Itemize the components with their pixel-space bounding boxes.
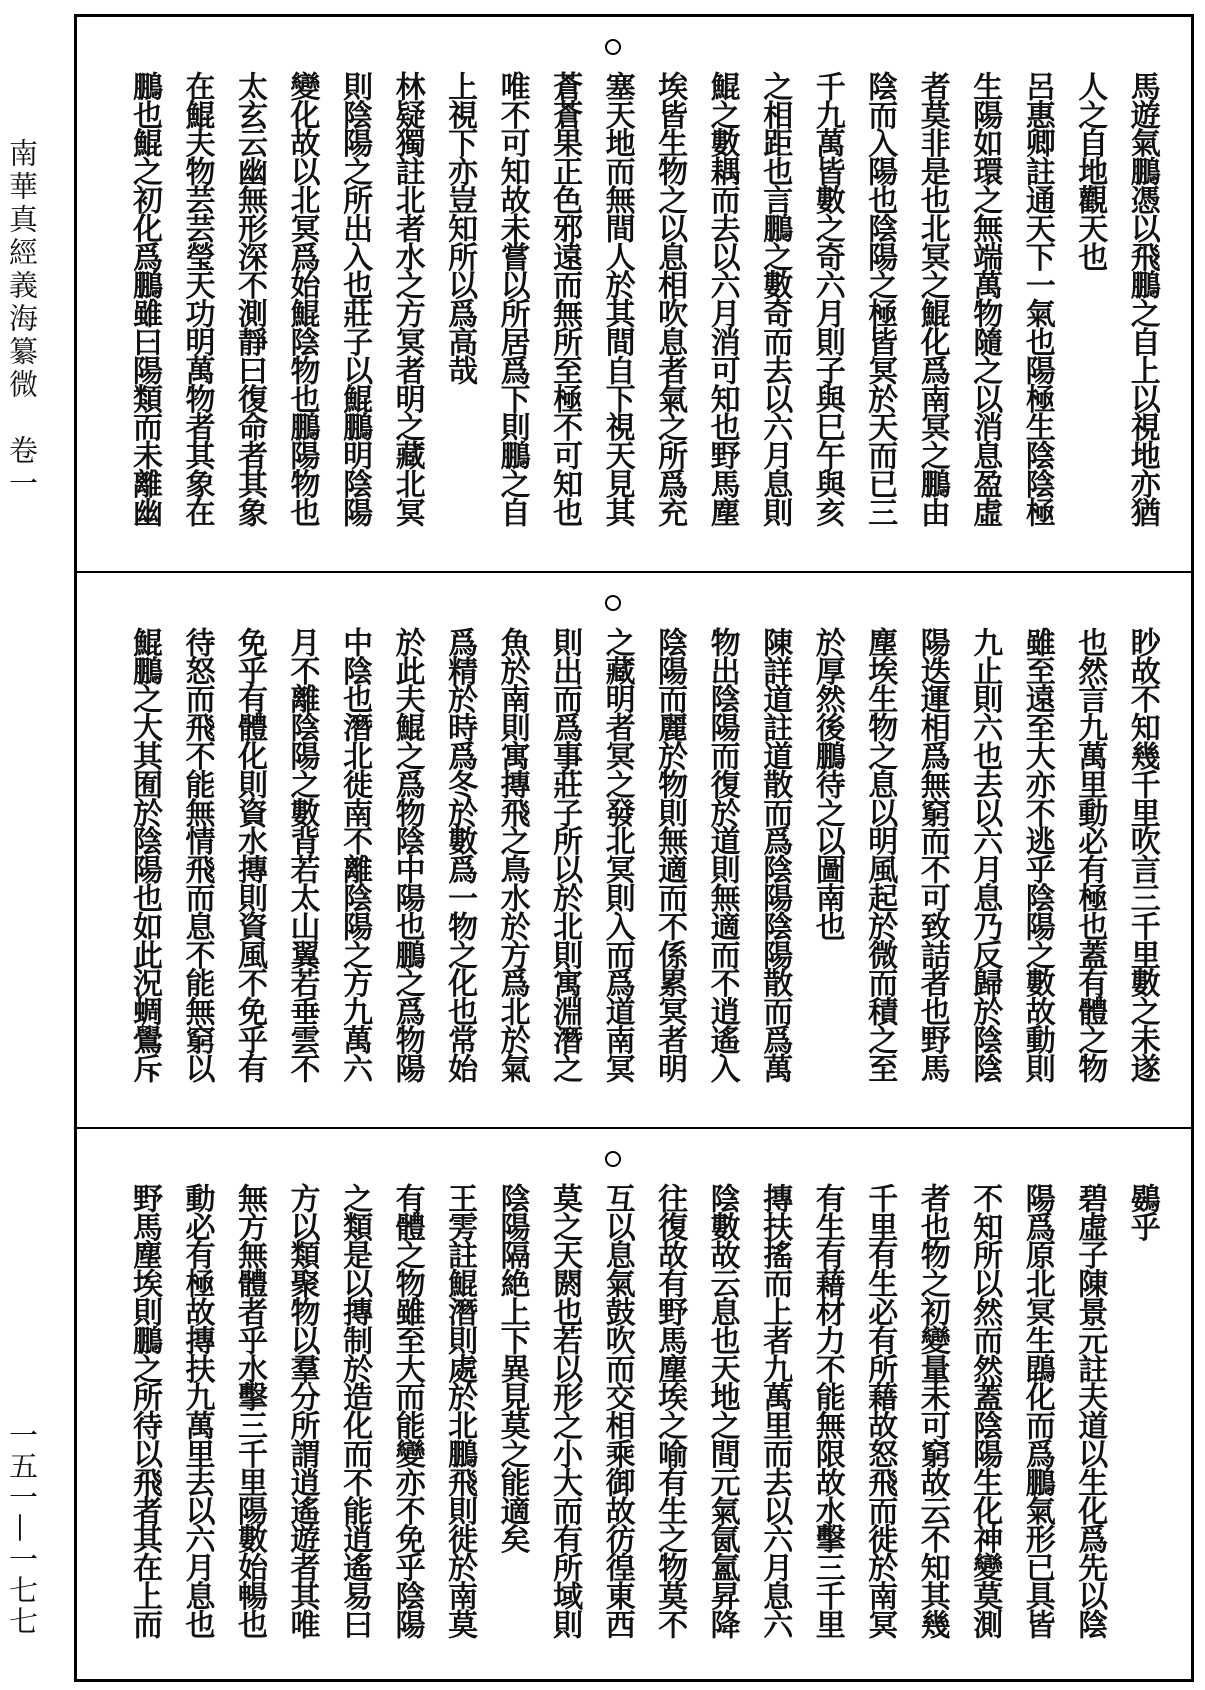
text-column: 無方無體者乎水擊三千里陽數始暢也 (232, 1183, 268, 1638)
text-column: 有體之物雖至大而能變亦不免乎陰陽 (389, 1183, 425, 1638)
text-column: 有生有藉材力不能無限故水擊三千里 (809, 1183, 845, 1638)
column-group (121, 71, 1163, 557)
text-column: 野馬塵埃則鵬之所待以飛者其在上而 (127, 1183, 162, 1638)
text-column: 眇故不知幾千里吹言三千里數之未遂 (1124, 627, 1160, 1082)
panel-circle-mark (605, 1151, 621, 1167)
text-column: 月不離陰陽之數背若太山翼若垂雲不 (284, 627, 320, 1082)
text-column: 千里有生必有所藉故怒飛而徙於南冥 (862, 1183, 898, 1638)
text-column: 中陰也潛北徙南不離陰陽之方九萬六 (337, 627, 373, 1082)
text-column: 碧虛子陳景元註夫道以生化爲先以陰 (1072, 1183, 1108, 1638)
text-column: 埃皆生物之以息相吹息者氣之所爲充 (652, 71, 688, 526)
text-column: 呂惠卿註通天下一氣也陽極生陰陰極 (1019, 71, 1055, 526)
text-column: 莫之天閼也若以形之小大而有所域則 (547, 1183, 583, 1638)
text-column: 於厚然後鵬待之以圖南也 (809, 627, 845, 940)
text-column: 者莫非是也北冥之鯤化爲南冥之鵬由 (914, 71, 950, 526)
text-column: 則陰陽之所出入也莊子以鯤鵬明陰陽 (337, 71, 373, 526)
text-column: 陰陽而麗於物則無適而不係累冥者明 (652, 627, 688, 1082)
text-column: 王雱註鯤潛則處於北鵬飛則徙於南莫 (442, 1183, 478, 1638)
text-panel-bottom (77, 1129, 1191, 1679)
text-column: 則出而爲事莊子所以於北則寓淵潛之 (547, 627, 583, 1082)
text-column: 之藏明者冥之發北冥則入而爲道南冥 (599, 627, 635, 1082)
text-column: 免乎有體化則資水摶則資風不免乎有 (232, 627, 268, 1082)
text-column: 陰而入陽也陰陽之極皆冥於天而已三 (862, 71, 898, 526)
text-column: 魚於南則寓摶飛之鳥水於方爲北於氣 (494, 627, 530, 1082)
text-column: 待怒而飛不能無情飛而息不能無窮以 (179, 627, 215, 1082)
text-column: 動必有極故摶扶九萬里去以六月息也 (179, 1183, 215, 1638)
panel-circle-mark (605, 595, 621, 611)
text-column: 九止則六也去以六月息乃反歸於陰陰 (967, 627, 1003, 1082)
text-column: 林疑獨註北者水之方冥者明之藏北冥 (389, 71, 425, 526)
text-column: 馬遊氣鵬憑以飛鵬之自上以視地亦猶 (1124, 71, 1160, 526)
column-group (121, 1183, 1163, 1665)
text-column: 鵬也鯤之初化爲鵬雖曰陽類而未離幽 (127, 71, 162, 526)
text-column: 爲精於時爲冬於數爲一物之化也常始 (442, 627, 478, 1082)
text-column: 陰陽隔絶上下異見莫之能適矣 (494, 1183, 530, 1553)
text-column: 太玄云幽無形深不測靜曰復命者其象 (232, 71, 268, 526)
text-column: 陽迭運相爲無窮而不可致詰者也野馬 (914, 627, 950, 1082)
margin-book-title: 南華真經義海纂微 卷一 (5, 138, 39, 501)
text-column: 不知所以然而然蓋陰陽生化神變莫測 (967, 1183, 1003, 1638)
text-column: 人之自地觀天也 (1072, 71, 1108, 270)
text-column: 陽爲原北冥生鵾化而爲鵬氣形已具皆 (1019, 1183, 1055, 1638)
text-column: 也然言九萬里動必有極也蓋有體之物 (1072, 627, 1108, 1082)
text-column: 在鯤夫物芸芸瑩天功明萬物者其象在 (179, 71, 215, 526)
text-column: 陳詳道註道散而爲陰陽陰陽散而爲萬 (757, 627, 793, 1082)
text-column: 生陽如環之無端萬物隨之以消息盈虛 (967, 71, 1003, 526)
panel-circle-mark (605, 39, 621, 55)
text-column: 方以類聚物以羣分所謂逍遙遊者其唯 (284, 1183, 320, 1638)
text-column: 變化故以北冥爲始鯤陰物也鵬陽物也 (284, 71, 320, 526)
text-column: 之相距也言鵬之數奇而去以六月息則 (757, 71, 793, 526)
text-column: 之類是以摶制於造化而不能逍遙易曰 (337, 1183, 373, 1638)
text-column: 塵埃生物之息以明風起於微而積之至 (862, 627, 898, 1082)
text-column: 鯤之數耦而去以六月消可知也野馬塵 (704, 71, 740, 526)
text-column: 千九萬皆數之奇六月則子與巳午與亥 (809, 71, 845, 526)
text-column: 塞天地而無間人於其間自下視天見其 (599, 71, 635, 526)
text-panel-middle (77, 573, 1191, 1129)
text-column: 摶扶搖而上者九萬里而去以六月息六 (757, 1183, 793, 1638)
text-column: 蒼蒼果正色邪遠而無所至極不可知也 (547, 71, 583, 526)
text-column: 上視下亦豈知所以爲高哉 (442, 71, 478, 384)
text-column: 物出陰陽而復於道則無適而不逍遙入 (704, 627, 740, 1082)
text-column: 鯤鵬之大其囿於陰陽也如此況蜩鷽斥 (127, 627, 162, 1082)
text-column: 鷃乎 (1124, 1183, 1160, 1240)
column-group (121, 627, 1163, 1113)
text-column: 互以息氣鼓吹而交相乘御故彷徨東西 (599, 1183, 635, 1638)
text-panel-top (77, 17, 1191, 573)
page-frame (74, 14, 1194, 1682)
text-column: 陰數故云息也天地之間元氣氤氳昇降 (704, 1183, 740, 1638)
text-column: 唯不可知故未嘗以所居爲下則鵬之自 (494, 71, 530, 526)
text-column: 往復故有野馬塵埃之喻有生之物莫不 (652, 1183, 688, 1638)
text-column: 者也物之初變量未可窮故云不知其幾 (914, 1183, 950, 1638)
text-column: 於此夫鯤之爲物陰中陽也鵬之爲物陽 (389, 627, 425, 1082)
text-column: 雖至遠至大亦不逃乎陰陽之數故動則 (1019, 627, 1055, 1082)
margin-page-number: 一五一—一七七 (5, 1420, 39, 1637)
